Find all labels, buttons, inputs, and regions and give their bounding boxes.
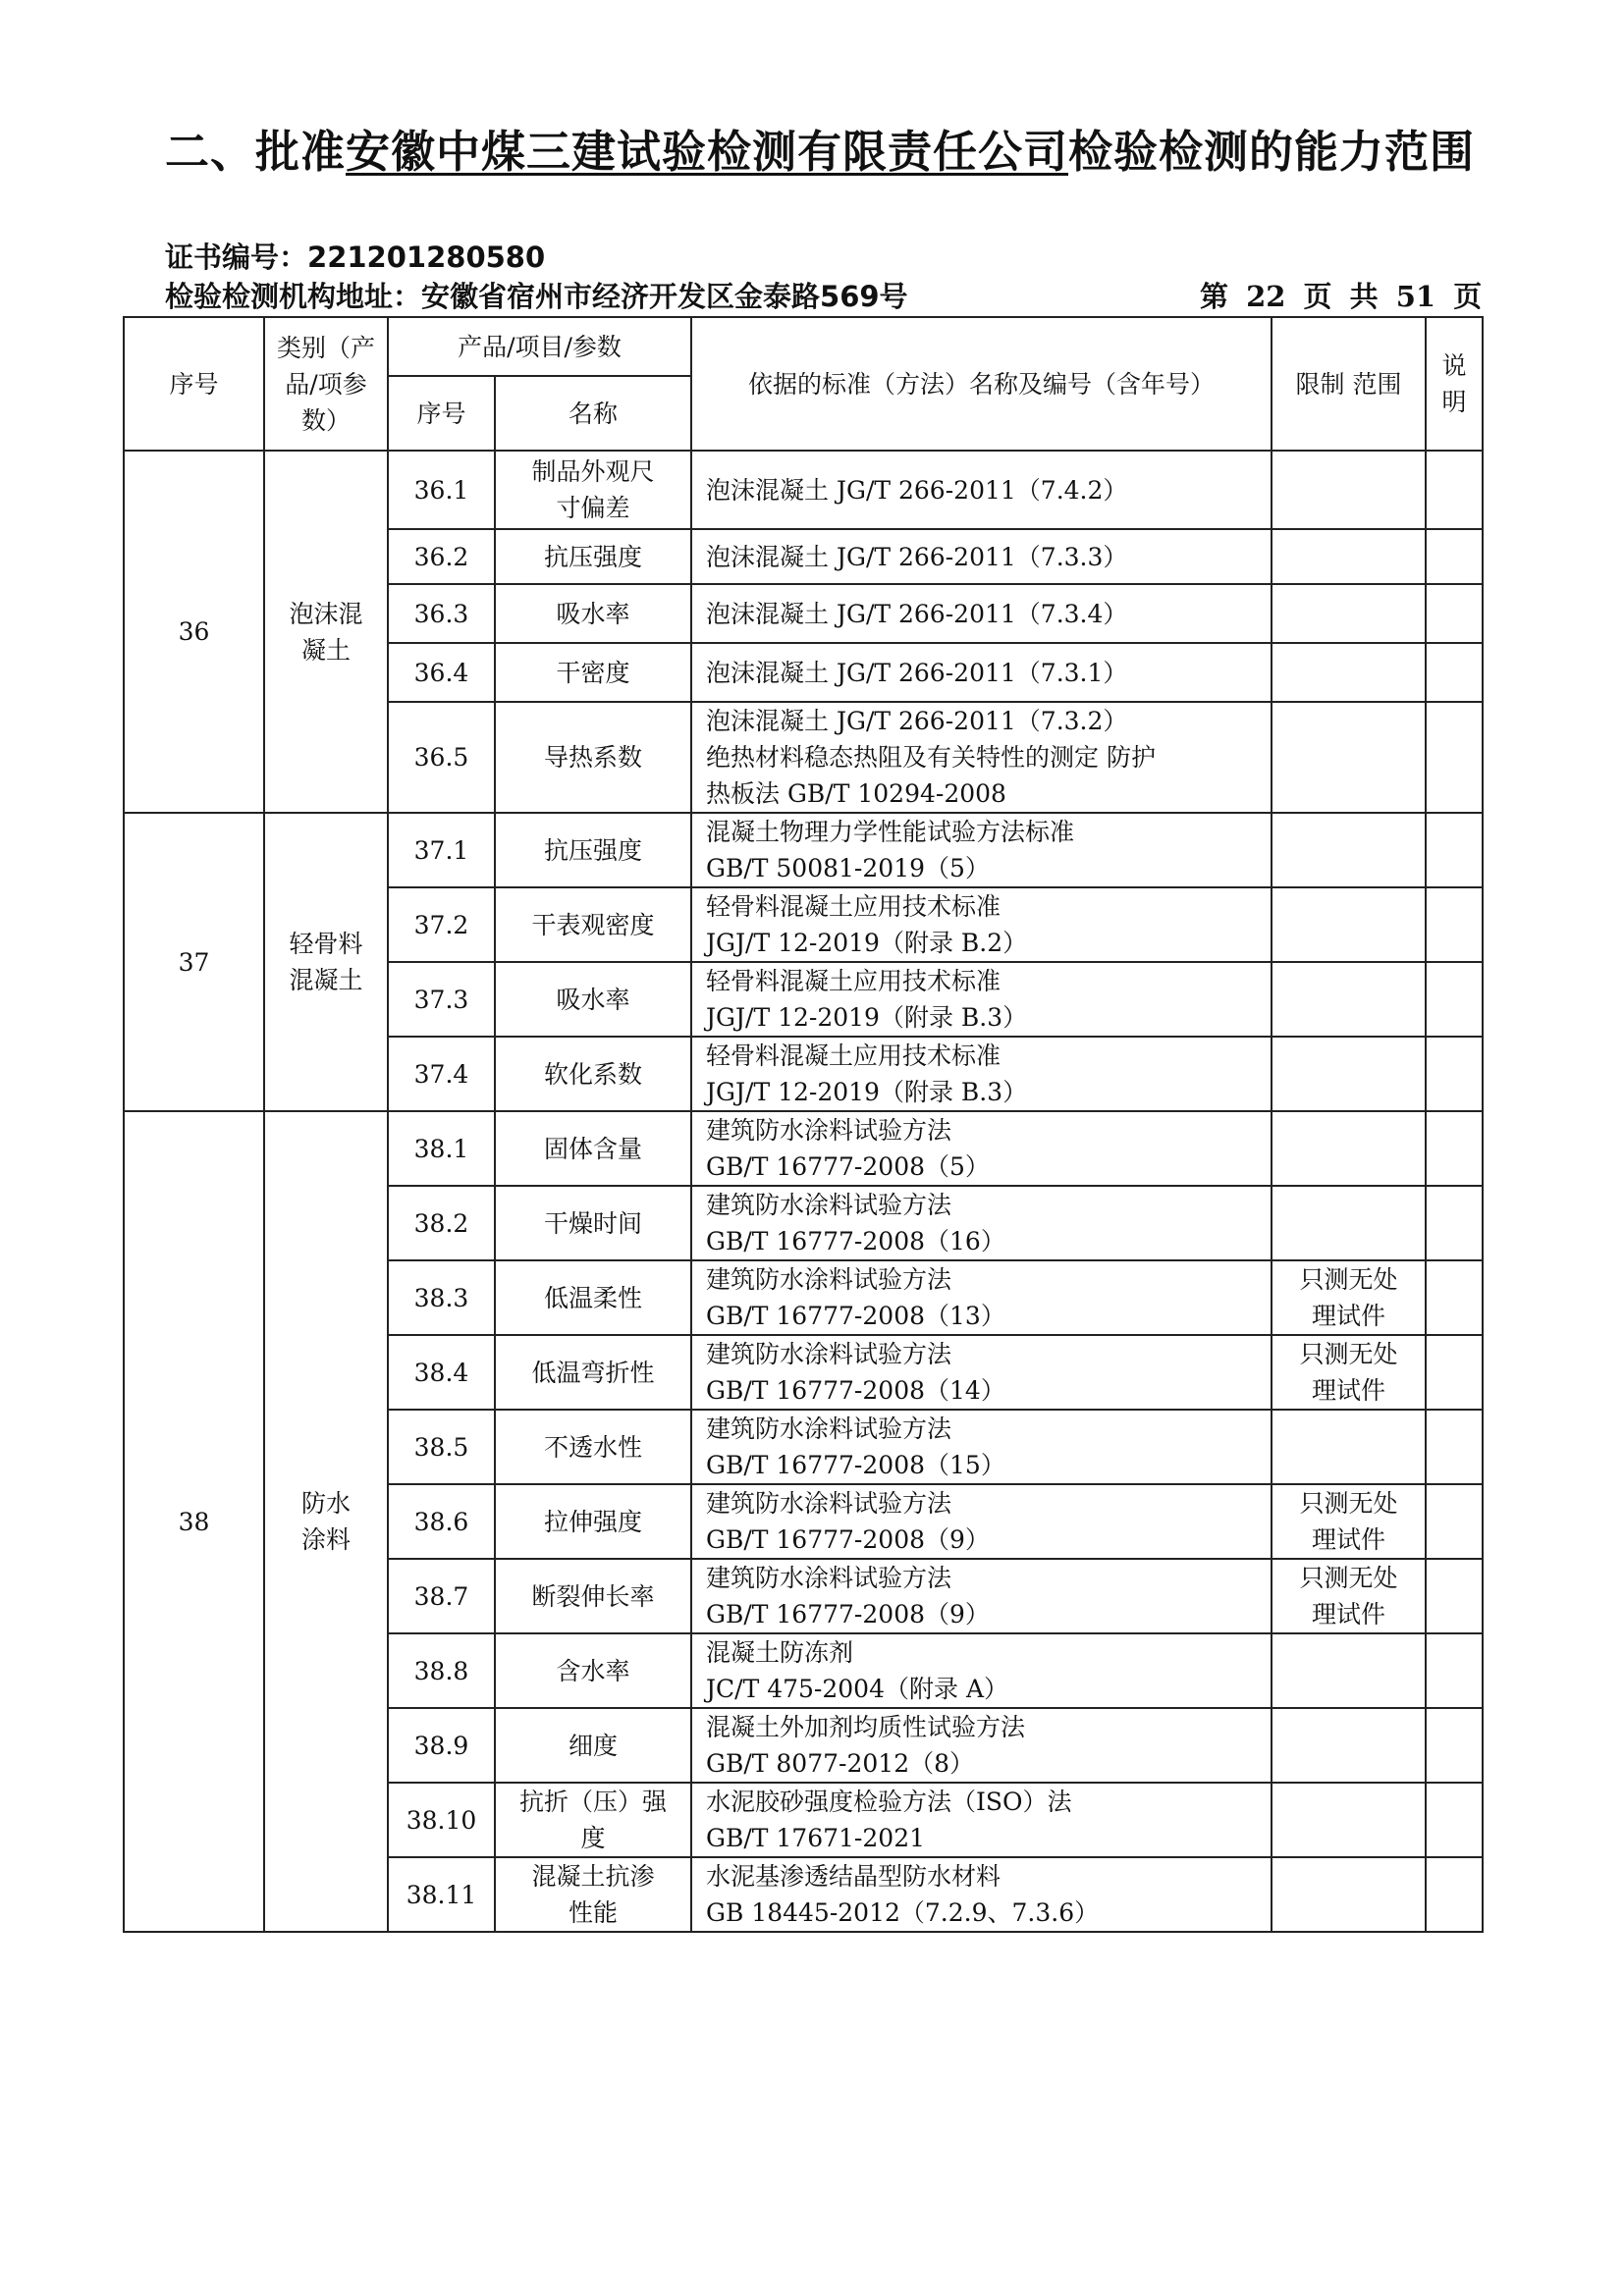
item-note-cell [1426, 1783, 1483, 1857]
item-limit-cell [1272, 1111, 1426, 1186]
item-limit-cell: 只测无处 理试件 [1272, 1260, 1426, 1335]
item-limit-cell: 只测无处 理试件 [1272, 1559, 1426, 1633]
item-standard-cell: 泡沫混凝土 JG/T 266-2011（7.4.2） [691, 451, 1272, 529]
item-number-cell: 36.5 [388, 702, 495, 813]
item-standard-cell: 轻骨料混凝土应用技术标准 JGJ/T 12-2019（附录 B.3） [691, 962, 1272, 1037]
item-standard-cell: 水泥基渗透结晶型防水材料 GB 18445-2012（7.2.9、7.3.6） [691, 1857, 1272, 1932]
item-standard-cell: 混凝土防冻剂 JC/T 475-2004（附录 A） [691, 1633, 1272, 1708]
group-category-cell: 轻骨料 混凝土 [264, 813, 388, 1111]
item-standard-cell: 泡沫混凝土 JG/T 266-2011（7.3.4） [691, 584, 1272, 643]
item-standard-cell: 建筑防水涂料试验方法 GB/T 16777-2008（9） [691, 1484, 1272, 1559]
header-standard: 依据的标准（方法）名称及编号（含年号） [691, 317, 1272, 451]
item-number-cell: 36.2 [388, 529, 495, 584]
capability-table [123, 316, 1484, 1933]
table-row [124, 813, 1483, 887]
page-number: 第 22 页 共 51 页 [1200, 280, 1483, 313]
item-note-cell [1426, 1037, 1483, 1111]
item-number-cell: 38.11 [388, 1857, 495, 1932]
item-name-cell: 抗折（压）强 度 [495, 1783, 691, 1857]
item-standard-cell: 水泥胶砂强度检验方法（ISO）法 GB/T 17671-2021 [691, 1783, 1272, 1857]
item-name-cell: 导热系数 [495, 702, 691, 813]
item-number-cell: 37.4 [388, 1037, 495, 1111]
item-name-cell: 干表观密度 [495, 887, 691, 962]
item-standard-cell: 建筑防水涂料试验方法 GB/T 16777-2008（5） [691, 1111, 1272, 1186]
item-number-cell: 37.1 [388, 813, 495, 887]
item-number-cell: 38.6 [388, 1484, 495, 1559]
item-note-cell [1426, 1335, 1483, 1410]
item-number-cell: 37.2 [388, 887, 495, 962]
item-standard-cell: 混凝土物理力学性能试验方法标准 GB/T 50081-2019（5） [691, 813, 1272, 887]
header-note: 说明 [1426, 317, 1483, 451]
item-name-cell: 含水率 [495, 1633, 691, 1708]
item-note-cell [1426, 643, 1483, 702]
header-category: 类别（产 品/项参 数） [264, 317, 388, 451]
certificate-line [165, 236, 545, 276]
item-note-cell [1426, 813, 1483, 887]
item-limit-cell: 只测无处 理试件 [1272, 1335, 1426, 1410]
item-standard-cell: 轻骨料混凝土应用技术标准 JGJ/T 12-2019（附录 B.2） [691, 887, 1272, 962]
item-name-cell: 制品外观尺 寸偏差 [495, 451, 691, 529]
item-name-cell: 断裂伸长率 [495, 1559, 691, 1633]
item-limit-cell: 只测无处 理试件 [1272, 1484, 1426, 1559]
item-name-cell: 抗压强度 [495, 813, 691, 887]
item-standard-cell: 建筑防水涂料试验方法 GB/T 16777-2008（13） [691, 1260, 1272, 1335]
item-name-cell: 低温柔性 [495, 1260, 691, 1335]
item-name-cell: 干密度 [495, 643, 691, 702]
item-note-cell [1426, 1186, 1483, 1260]
item-note-cell [1426, 529, 1483, 584]
item-name-cell: 低温弯折性 [495, 1335, 691, 1410]
item-name-cell: 不透水性 [495, 1410, 691, 1484]
address-label: 检验检测机构地址： [165, 280, 422, 313]
item-limit-cell [1272, 1410, 1426, 1484]
item-number-cell: 38.10 [388, 1783, 495, 1857]
item-standard-cell: 轻骨料混凝土应用技术标准 JGJ/T 12-2019（附录 B.3） [691, 1037, 1272, 1111]
item-note-cell [1426, 1559, 1483, 1633]
item-standard-cell: 建筑防水涂料试验方法 GB/T 16777-2008（15） [691, 1410, 1272, 1484]
item-note-cell [1426, 1111, 1483, 1186]
item-limit-cell [1272, 584, 1426, 643]
item-limit-cell [1272, 702, 1426, 813]
item-limit-cell [1272, 1633, 1426, 1708]
item-limit-cell [1272, 1783, 1426, 1857]
item-note-cell [1426, 1633, 1483, 1708]
organization-name: 安徽中煤三建试验检测有限责任公司 [346, 126, 1069, 178]
item-name-cell: 吸水率 [495, 962, 691, 1037]
group-category-cell: 泡沫混 凝土 [264, 451, 388, 813]
header-row [124, 317, 1483, 376]
group-category-cell: 防水 涂料 [264, 1111, 388, 1932]
item-limit-cell [1272, 962, 1426, 1037]
item-limit-cell [1272, 1037, 1426, 1111]
table-body [124, 451, 1483, 1932]
item-standard-cell: 泡沫混凝土 JG/T 266-2011（7.3.1） [691, 643, 1272, 702]
item-note-cell [1426, 887, 1483, 962]
item-standard-cell: 泡沫混凝土 JG/T 266-2011（7.3.3） [691, 529, 1272, 584]
item-note-cell [1426, 1410, 1483, 1484]
item-note-cell [1426, 451, 1483, 529]
title-prefix: 二、批准 [165, 126, 347, 178]
item-note-cell [1426, 1857, 1483, 1932]
item-name-cell: 软化系数 [495, 1037, 691, 1111]
header-seq: 序号 [124, 317, 264, 451]
table-row [124, 1111, 1483, 1186]
item-standard-cell: 建筑防水涂料试验方法 GB/T 16777-2008（16） [691, 1186, 1272, 1260]
item-number-cell: 36.1 [388, 451, 495, 529]
item-note-cell [1426, 1484, 1483, 1559]
header-product-group: 产品/项目/参数 [388, 317, 691, 376]
item-limit-cell [1272, 451, 1426, 529]
item-number-cell: 38.4 [388, 1335, 495, 1410]
item-limit-cell [1272, 1186, 1426, 1260]
item-standard-cell: 建筑防水涂料试验方法 GB/T 16777-2008（14） [691, 1335, 1272, 1410]
item-standard-cell: 泡沫混凝土 JG/T 266-2011（7.3.2） 绝热材料稳态热阻及有关特性的测定 防护 热板法 GB/T 10294-2008 [691, 702, 1272, 813]
item-name-cell: 吸水率 [495, 584, 691, 643]
group-seq-cell: 36 [124, 451, 264, 813]
item-name-cell: 混凝土抗渗 性能 [495, 1857, 691, 1932]
item-name-cell: 细度 [495, 1708, 691, 1783]
item-limit-cell [1272, 887, 1426, 962]
item-note-cell [1426, 1260, 1483, 1335]
group-seq-cell: 38 [124, 1111, 264, 1932]
header-name: 名称 [495, 376, 691, 451]
item-number-cell: 38.3 [388, 1260, 495, 1335]
group-seq-cell: 37 [124, 813, 264, 1111]
item-limit-cell [1272, 1857, 1426, 1932]
item-note-cell [1426, 702, 1483, 813]
header-limit: 限制 范围 [1272, 317, 1426, 451]
item-number-cell: 38.1 [388, 1111, 495, 1186]
item-name-cell: 固体含量 [495, 1111, 691, 1186]
item-limit-cell [1272, 1708, 1426, 1783]
page-title [165, 116, 1540, 180]
certificate-number: 221201280580 [307, 240, 546, 274]
item-limit-cell [1272, 643, 1426, 702]
address-value: 安徽省宿州市经济开发区金泰路569号 [421, 280, 908, 313]
item-note-cell [1426, 962, 1483, 1037]
item-standard-cell: 建筑防水涂料试验方法 GB/T 16777-2008（9） [691, 1559, 1272, 1633]
item-number-cell: 38.5 [388, 1410, 495, 1484]
item-number-cell: 38.8 [388, 1633, 495, 1708]
item-number-cell: 36.4 [388, 643, 495, 702]
item-note-cell [1426, 584, 1483, 643]
item-name-cell: 干燥时间 [495, 1186, 691, 1260]
item-number-cell: 38.2 [388, 1186, 495, 1260]
item-limit-cell [1272, 529, 1426, 584]
item-name-cell: 拉伸强度 [495, 1484, 691, 1559]
certificate-label: 证书编号： [165, 240, 308, 274]
table-row [124, 451, 1483, 529]
item-number-cell: 38.7 [388, 1559, 495, 1633]
header-sub-seq: 序号 [388, 376, 495, 451]
address-line [165, 275, 908, 315]
item-name-cell: 抗压强度 [495, 529, 691, 584]
item-note-cell [1426, 1708, 1483, 1783]
item-number-cell: 36.3 [388, 584, 495, 643]
item-number-cell: 37.3 [388, 962, 495, 1037]
item-standard-cell: 混凝土外加剂均质性试验方法 GB/T 8077-2012（8） [691, 1708, 1272, 1783]
title-suffix: 检验检测的能力范围 [1068, 126, 1476, 178]
item-number-cell: 38.9 [388, 1708, 495, 1783]
item-limit-cell [1272, 813, 1426, 887]
